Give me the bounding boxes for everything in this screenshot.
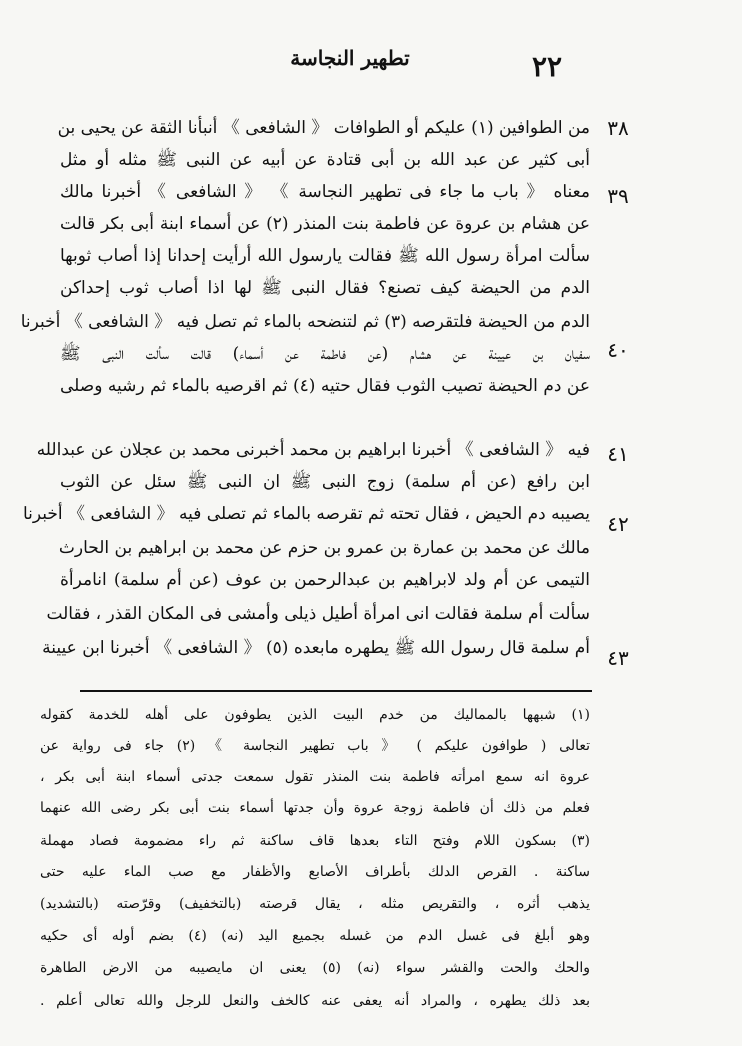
footnote-line: (١) شبهها بالمماليك من خدم البيت الذين يطوفون على أهله للخدمة كقوله [40,707,590,723]
footnote-line: تعالى ( طوافون عليكم ) 《 باب تطهير النجاسة 》 (٢) جاء فى رواية عن [40,738,590,754]
text-line: معناه 《 باب ما جاء فى تطهير النجاسة 》 《 الشافعى 》 أخبرنا مالك [60,182,590,202]
footnote-line: بعد ذلك يطهره ، والمراد أنه يعفى عنه كالخف والنعل للرجل والله تعالى أعلم . [40,993,590,1009]
footnote-line: (٣) بسكون اللام وفتح التاء بعدها قاف ساكنة ثم راء مضمومة فصاد مهملة [40,833,590,849]
footnote-line: يذهب أثره ، والتقريص مثله ، يقال قرصته (بالتخفيف) وقرّصته (بالتشديد) [40,896,590,912]
text-line: سفيان بن عيينة عن هشام (عن فاطمة عن أسماء) قالت سألت النبى ﷺ [60,344,590,364]
text-line: مالك عن محمد بن عمارة بن عمرو بن حزم عن محمد بن ابراهيم بن الحارث [58,538,590,558]
text-line: أبى كثير عن عبد الله بن أبى قتادة عن أبيه عن النبى ﷺ مثله أو مثل [60,150,590,170]
footnote-separator [80,690,592,692]
hadith-number: ٤١ [607,442,629,466]
hadith-number: ٣٨ [607,116,629,140]
hadith-number: ٤٠ [607,338,629,362]
text-line: عن هشام بن عروة عن فاطمة بنت المنذر (٢) عن أسماء ابنة أبى بكر قالت [60,214,590,234]
hadith-number: ٤٣ [607,646,629,670]
hadith-number: ٤٢ [607,512,629,536]
text-line: التيمى عن أم ولد لابراهيم بن عبدالرحمن بن عوف (عن أم سلمة) انامرأة [60,570,590,590]
hadith-number: ٣٩ [607,184,629,208]
footnote-line: والحك والحت والقشر سواء (نه) (٥) يعنى ان مايصيبه من الارض الطاهرة [40,960,590,976]
text-line: أم سلمة قال رسول الله ﷺ يطهره مابعده (٥) 《 الشافعى 》 أخبرنا ابن عيينة [42,638,590,658]
text-line: فيه 《 الشافعى 》 أخبرنا ابراهيم بن محمد أخبرنى محمد بن عجلان عن عبدالله [36,440,590,460]
text-line: سألت أم سلمة فقالت انى امرأة أطيل ذيلى وأمشى فى المكان القذر ، فقالت [46,604,590,624]
running-header-title: تطهير النجاسة [290,46,410,70]
text-line: الدم من الحيضة كيف تصنع؟ فقال النبى ﷺ لها اذا أصاب ثوب إحداكن [60,278,590,298]
footnote-line: فعلم من ذلك أن فاطمة زوجة عروة وأن جدتها أسماء بنت أبى بكر رضى الله عنهما [40,800,590,816]
text-line: يصيبه دم الحيض ، فقال تحته ثم تقرصه بالماء ثم تصلى فيه 《 الشافعى 》 أخبرنا [22,504,590,524]
page-number: ٢٢ [532,50,563,83]
footnote-line: وهو أبلغ فى غسل الدم من غسله بجميع اليد (نه) (٤) بضم أوله أى حكيه [40,928,590,944]
text-line: ابن رافع (عن أم سلمة) زوج النبى ﷺ ان النبى ﷺ سئل عن الثوب [60,472,590,492]
text-line: الدم من الحيضة فلتقرصه (٣) ثم لتنضحه بالماء ثم تصل فيه 《 الشافعى 》 أخبرنا [20,312,590,332]
footnote-line: ساكنة . القرص الدلك بأطراف الأصابع والأظفار مع صب الماء عليه حتى [40,864,590,880]
text-line: من الطوافين (١) عليكم أو الطوافات 《 الشافعى 》 أنبأنا الثقة عن يحيى بن [57,118,590,138]
text-line: سألت امرأة رسول الله ﷺ فقالت يارسول الله أرأيت إحدانا إذا أصاب ثوبها [60,246,590,266]
footnote-line: عروة انه سمع امرأته فاطمة بنت المنذر تقول سمعت جدتى أسماء ابنة أبى بكر ، [40,769,590,785]
text-line: عن دم الحيضة تصيب الثوب فقال حتيه (٤) ثم اقرصيه بالماء ثم رشيه وصلى [60,376,590,396]
